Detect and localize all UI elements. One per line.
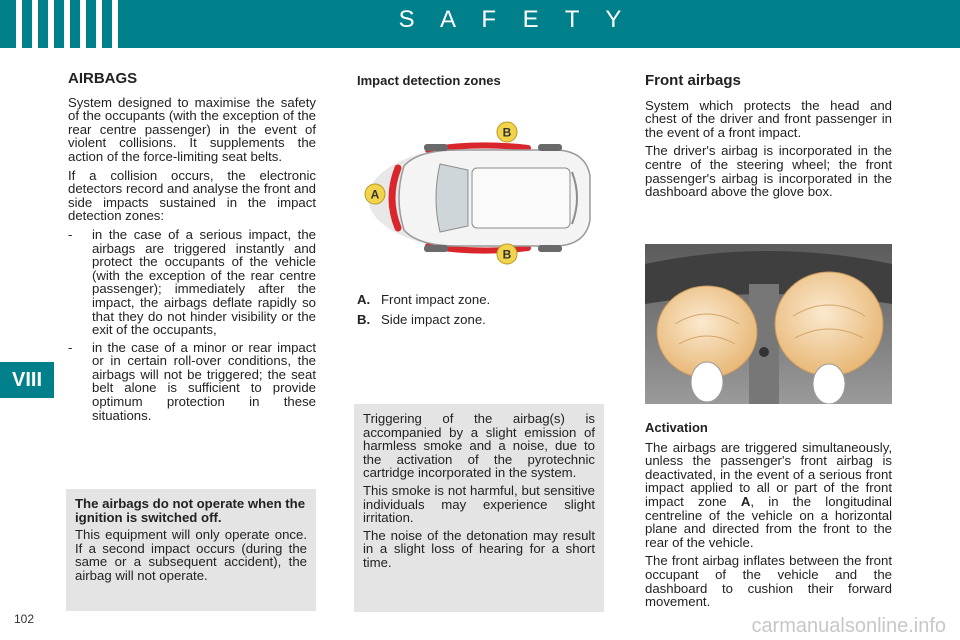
zone-b-label: B	[502, 247, 512, 262]
zone-b-marker-bottom	[497, 244, 517, 264]
zone-b-marker-top	[497, 122, 517, 142]
list-dash: -	[68, 339, 73, 355]
impact-zones-legend	[357, 293, 607, 332]
legend-text: Front impact zone.	[381, 292, 491, 307]
activation-inflation-text: The front airbag inflates between the front occupant of the vehicle and the dashboard to cushion their forward movement.	[645, 553, 892, 610]
airbags-heading: AIRBAGS	[68, 70, 138, 87]
airbags-section	[68, 72, 316, 426]
legend-item	[357, 293, 607, 307]
page-header	[0, 0, 960, 48]
notice-text: This equipment will only operate once. If a second impact occurs (during the same or a subsequent accident), the airbag will not operate.	[75, 527, 307, 583]
legend-key: B.	[357, 311, 371, 327]
airbags-conditions-list	[68, 228, 316, 422]
airbags-intro: System designed to maximise the safety of the occupants (with the exception of the rear centre passenger) in the event of violent collisions. It supplements the action of the force-limiting seat belts.	[68, 94, 316, 164]
page-number: 102	[14, 612, 35, 626]
zone-a-marker	[365, 184, 385, 204]
activation-heading: Activation	[645, 420, 708, 435]
zone-a-label: A	[370, 187, 380, 202]
trigger-irritation-text: This smoke is not harmful, but sensitive individuals may experience slight irritation.	[363, 482, 595, 526]
front-airbags-heading: Front airbags	[645, 72, 741, 89]
activation-zone-ref: A	[740, 493, 751, 509]
impact-zones-section	[357, 74, 607, 88]
triggering-info-box	[354, 404, 604, 612]
notice-title: The airbags do not operate when the ignition is switched off.	[75, 496, 306, 525]
car-impact-diagram	[358, 118, 603, 268]
list-item-text: in the case of a minor or rear impact or in certain roll-over conditions, the airbags will not be triggered; the seat belt alone is sufficient to provide optimum protection in these situations.	[92, 339, 316, 423]
activation-section	[645, 421, 892, 614]
front-airbags-location: The driver's airbag is incorporated in the centre of the steering wheel; the front passenger's airbag is incorporated in the dashboard above the glove box.	[645, 143, 892, 200]
front-airbags-illustration	[645, 244, 892, 404]
activation-text-end: , in the longitudinal centreline of the vehicle on a horizontal plane and directed from the front to the rear of the vehicle.	[645, 493, 892, 550]
list-dash: -	[68, 226, 73, 242]
legend-item	[357, 313, 607, 327]
watermark: carmanualsonline.info	[751, 615, 946, 637]
legend-key: A.	[357, 292, 371, 307]
legend-text: Side impact zone.	[381, 311, 486, 327]
activation-text	[645, 441, 892, 550]
chapter-tab: VIII	[0, 362, 54, 398]
airbags-detection-text: If a collision occurs, the electronic detectors record and analyse the front and side impacts sustained in the impact detection zones:	[68, 167, 316, 224]
ignition-notice-box	[66, 489, 316, 611]
front-airbags-section	[645, 74, 892, 204]
zone-b-label: B	[502, 125, 512, 140]
list-item	[68, 228, 316, 337]
front-airbags-intro: System which protects the head and chest of the driver and front passenger in the event of a front impact.	[645, 97, 892, 140]
list-item-text: in the case of a serious impact, the airbags are triggered instantly and protect the occupants of the vehicle (with the exception of the rear centre passenger); immediately after the impact, the airbags deflate rapidly so that they do not hinder visibility or the exit of the occupants,	[92, 226, 316, 338]
trigger-noise-text: The noise of the detonation may result in a slight loss of hearing for a short time.	[363, 527, 595, 570]
list-item	[68, 341, 316, 423]
activation-text-start: The airbags are triggered simultaneously, unless the passenger's front airbag is deactivated, in the event of a serious front impact applied to all or part of the front impact zone	[645, 439, 892, 509]
trigger-smoke-text: Triggering of the airbag(s) is accompanied by a slight emission of harmless smoke and a noise, due to the activation of the pyrotechnic cartridge incorporated in the system.	[363, 411, 595, 481]
page-title: S A F E T Y	[398, 6, 632, 33]
impact-zones-heading: Impact detection zones	[357, 73, 501, 88]
